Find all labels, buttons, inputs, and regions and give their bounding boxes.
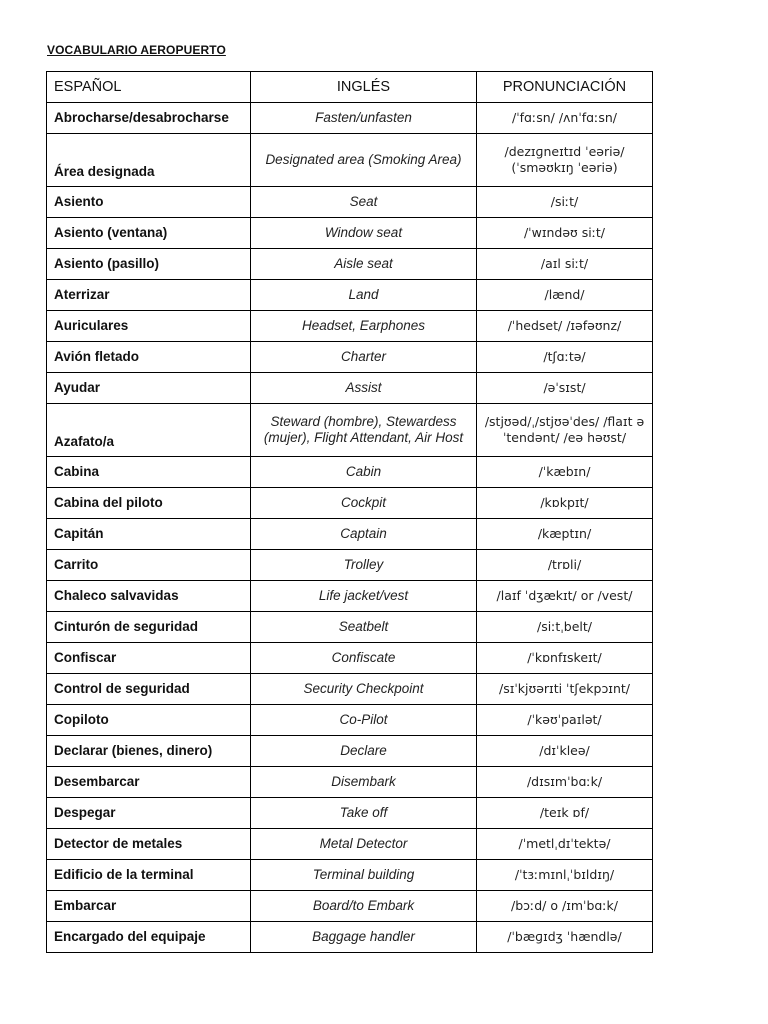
table-row xyxy=(47,218,653,249)
pronunciation: /dɪˈkleə/ xyxy=(477,736,653,767)
english-term: Assist xyxy=(251,373,477,404)
english-term: Seat xyxy=(251,187,477,218)
document-title: VOCABULARIO AEROPUERTO xyxy=(47,43,226,57)
table-header-row xyxy=(47,72,653,103)
table-row xyxy=(47,767,653,798)
english-term: Board/to Embark xyxy=(251,891,477,922)
english-term: Terminal building xyxy=(251,860,477,891)
english-term: Trolley xyxy=(251,550,477,581)
spanish-term: Confiscar xyxy=(47,643,251,674)
spanish-term: Control de seguridad xyxy=(47,674,251,705)
table-row xyxy=(47,922,653,953)
english-term: Fasten/unfasten xyxy=(251,103,477,134)
english-term: Aisle seat xyxy=(251,249,477,280)
spanish-term: Desembarcar xyxy=(47,767,251,798)
pronunciation: /bɔːd/ o /ɪmˈbɑːk/ xyxy=(477,891,653,922)
english-term: Co-Pilot xyxy=(251,705,477,736)
english-term: Security Checkpoint xyxy=(251,674,477,705)
table-row xyxy=(47,457,653,488)
english-term: Declare xyxy=(251,736,477,767)
english-term: Disembark xyxy=(251,767,477,798)
column-header-pronunciation: PRONUNCIACIÓN xyxy=(477,72,653,103)
vocabulary-table xyxy=(46,71,653,953)
pronunciation: /ˈmetlˌdɪˈtektə/ xyxy=(477,829,653,860)
spanish-term: Auriculares xyxy=(47,311,251,342)
table-row xyxy=(47,488,653,519)
pronunciation: /kæptɪn/ xyxy=(477,519,653,550)
pronunciation: /trɒli/ xyxy=(477,550,653,581)
table-row xyxy=(47,187,653,218)
table-row xyxy=(47,860,653,891)
table-row xyxy=(47,829,653,860)
pronunciation: /ˈfɑːsn/ /ʌnˈfɑːsn/ xyxy=(477,103,653,134)
table-row xyxy=(47,280,653,311)
pronunciation: /ˈhedset/ /ɪəfəʊnz/ xyxy=(477,311,653,342)
table-row xyxy=(47,674,653,705)
english-term: Land xyxy=(251,280,477,311)
pronunciation: /tʃɑːtə/ xyxy=(477,342,653,373)
english-term: Window seat xyxy=(251,218,477,249)
spanish-term: Azafato/a xyxy=(47,404,251,457)
english-term: Seatbelt xyxy=(251,612,477,643)
spanish-term: Declarar (bienes, dinero) xyxy=(47,736,251,767)
pronunciation: /aɪl siːt/ xyxy=(477,249,653,280)
spanish-term: Chaleco salvavidas xyxy=(47,581,251,612)
english-term: Confiscate xyxy=(251,643,477,674)
english-term: Metal Detector xyxy=(251,829,477,860)
spanish-term: Edificio de la terminal xyxy=(47,860,251,891)
table-row xyxy=(47,550,653,581)
pronunciation: /ˈwɪndəʊ siːt/ xyxy=(477,218,653,249)
table-row xyxy=(47,705,653,736)
pronunciation: /siːt/ xyxy=(477,187,653,218)
spanish-term: Avión fletado xyxy=(47,342,251,373)
spanish-term: Cabina xyxy=(47,457,251,488)
pronunciation: /laɪf ˈdʒækɪt/ or /vest/ xyxy=(477,581,653,612)
spanish-term: Capitán xyxy=(47,519,251,550)
table-row xyxy=(47,643,653,674)
table-row xyxy=(47,103,653,134)
spanish-term: Aterrizar xyxy=(47,280,251,311)
pronunciation: /siːtˌbelt/ xyxy=(477,612,653,643)
pronunciation: /sɪˈkjʊərɪti ˈtʃekpɔɪnt/ xyxy=(477,674,653,705)
english-term: Cockpit xyxy=(251,488,477,519)
english-term: Charter xyxy=(251,342,477,373)
spanish-term: Detector de metales xyxy=(47,829,251,860)
pronunciation: /ˈkæbɪn/ xyxy=(477,457,653,488)
english-term: Cabin xyxy=(251,457,477,488)
pronunciation: /ˈkɒnfɪskeɪt/ xyxy=(477,643,653,674)
pronunciation: /stjʊəd/ˌ/stjʊəˈdes/ /flaɪt əˈtendənt/ /eə həʊst/ xyxy=(477,404,653,457)
pronunciation: /lænd/ xyxy=(477,280,653,311)
english-term: Baggage handler xyxy=(251,922,477,953)
english-term: Captain xyxy=(251,519,477,550)
spanish-term: Cinturón de seguridad xyxy=(47,612,251,643)
table-row xyxy=(47,736,653,767)
spanish-term: Cabina del piloto xyxy=(47,488,251,519)
spanish-term: Copiloto xyxy=(47,705,251,736)
pronunciation: /ˈtɜːmɪnlˌˈbɪldɪŋ/ xyxy=(477,860,653,891)
spanish-term: Abrocharse/desabrocharse xyxy=(47,103,251,134)
spanish-term: Carrito xyxy=(47,550,251,581)
table-row xyxy=(47,404,653,457)
table-row xyxy=(47,519,653,550)
pronunciation: /teɪk ɒf/ xyxy=(477,798,653,829)
pronunciation: /ˈbæɡɪdʒ ˈhændlə/ xyxy=(477,922,653,953)
spanish-term: Asiento (ventana) xyxy=(47,218,251,249)
column-header-english: INGLÉS xyxy=(251,72,477,103)
english-term: Designated area (Smoking Area) xyxy=(251,134,477,187)
english-term: Headset, Earphones xyxy=(251,311,477,342)
spanish-term: Ayudar xyxy=(47,373,251,404)
pronunciation: /dɪsɪmˈbɑːk/ xyxy=(477,767,653,798)
spanish-term: Despegar xyxy=(47,798,251,829)
spanish-term: Embarcar xyxy=(47,891,251,922)
pronunciation: /ˈkəʊˈpaɪlət/ xyxy=(477,705,653,736)
spanish-term: Asiento xyxy=(47,187,251,218)
table-row xyxy=(47,891,653,922)
table-row xyxy=(47,798,653,829)
table-row xyxy=(47,612,653,643)
table-row xyxy=(47,342,653,373)
table-row xyxy=(47,249,653,280)
pronunciation: /əˈsɪst/ xyxy=(477,373,653,404)
pronunciation: /dezɪɡneɪtɪd ˈeəriə/ (ˈsməʊkɪŋ ˈeəriə) xyxy=(477,134,653,187)
spanish-term: Área designada xyxy=(47,134,251,187)
table-row xyxy=(47,373,653,404)
english-term: Steward (hombre), Stewardess (mujer), Flight Attendant, Air Host xyxy=(251,404,477,457)
column-header-spanish: ESPAÑOL xyxy=(47,72,251,103)
english-term: Life jacket/vest xyxy=(251,581,477,612)
table-row xyxy=(47,581,653,612)
table-row xyxy=(47,134,653,187)
pronunciation: /kɒkpɪt/ xyxy=(477,488,653,519)
spanish-term: Asiento (pasillo) xyxy=(47,249,251,280)
table-row xyxy=(47,311,653,342)
english-term: Take off xyxy=(251,798,477,829)
spanish-term: Encargado del equipaje xyxy=(47,922,251,953)
